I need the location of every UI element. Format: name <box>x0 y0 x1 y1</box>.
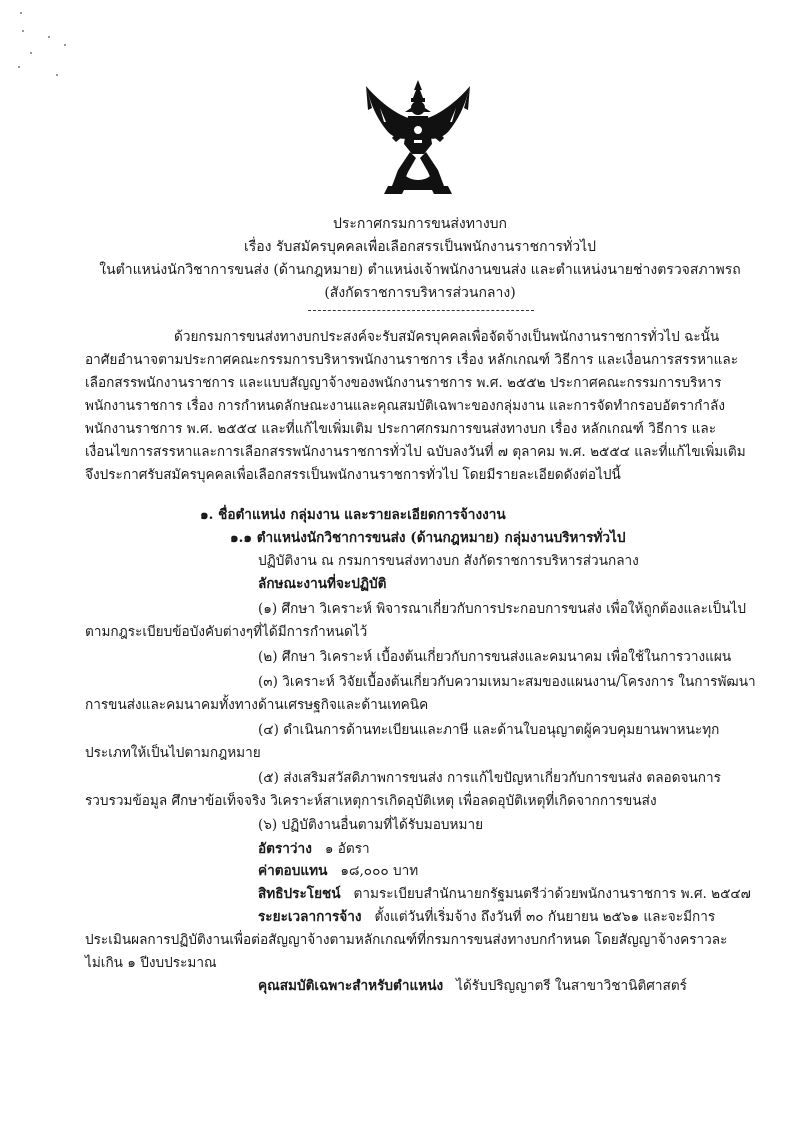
scan-speck <box>20 12 22 14</box>
duties-heading: ลักษณะงานที่จะปฏิบัติ <box>258 576 387 592</box>
period-row <box>258 907 715 927</box>
vacancy-row <box>258 839 370 859</box>
duty-item: (๑) ศึกษา วิเคราะห์ พิจารณาเกี่ยวกับการประกอบการขนส่ง เพื่อให้ถูกต้องและเป็นไป <box>258 601 746 617</box>
scan-speck <box>48 36 50 38</box>
duty-item: (๕) ส่งเสริมสวัสดิภาพการขนส่ง การแก้ไขปัญหาเกี่ยวกับการขนส่ง ตลอดจนการ <box>258 770 721 786</box>
header-divider <box>308 310 534 311</box>
vacancy-label: อัตราว่าง <box>258 841 312 857</box>
period-value: ตั้งแต่วันที่เริ่มจ้าง ถึงวันที่ ๓๐ กันยายน ๒๕๖๑ และจะมีการ <box>374 909 716 925</box>
period-label: ระยะเวลาการจ้าง <box>258 909 362 925</box>
pay-value: ๑๘,๐๐๐ บาท <box>340 863 419 879</box>
duty-item-continuation: ประเภทให้เป็นไปตามกฎหมาย <box>85 745 261 761</box>
preamble-line: เงื่อนไขการสรรหาและการเลือกสรรพนักงานราชการทั่วไป ฉบับลงวันที่ ๗ ตุลาคม พ.ศ. ๒๕๕๔ และที่แก้ไขเพิ่มเติม <box>85 444 746 460</box>
subsection-heading: ๑.๑ ตำแหน่งนักวิชาการขนส่ง (ด้านกฎหมาย) กลุ่มงานบริหารทั่วไป <box>230 530 626 546</box>
scan-speck <box>18 66 20 68</box>
announcement-subject: เรื่อง รับสมัครบุคคลเพื่อเลือกสรรเป็นพนักงานราชการทั่วไป <box>243 239 597 255</box>
scan-speck <box>64 44 66 46</box>
duty-item: (๔) ดำเนินการด้านทะเบียนและภาษี และด้านใบอนุญาตผู้ควบคุมยานพาหนะทุก <box>258 722 720 738</box>
scan-speck <box>56 74 58 76</box>
duty-item: (๖) ปฏิบัติงานอื่นตามที่ได้รับมอบหมาย <box>258 817 484 833</box>
period-continuation: ไม่เกิน ๑ ปีงบประมาณ <box>85 955 217 971</box>
benefits-row <box>258 884 751 904</box>
preamble-line: พนักงานราชการ เรื่อง การกำหนดลักษณะงานและคุณสมบัติเฉพาะของกลุ่มงาน และการจัดทำกรอบอัตรากำลัง <box>85 398 726 414</box>
duty-item: (๒) ศึกษา วิเคราะห์ เบื้องต้นเกี่ยวกับการขนส่งและคมนาคม เพื่อใช้ในการวางแผน <box>258 649 732 665</box>
preamble-line: จึงประกาศรับสมัครบุคคลเพื่อเลือกสรรเป็นพนักงานราชการทั่วไป โดยมีรายละเอียดดังต่อไปนี้ <box>85 467 621 483</box>
duty-item-continuation: ตามกฎระเบียบข้อบังคับต่างๆที่ได้มีการกำหนดไว้ <box>85 624 368 640</box>
benefits-value: ตามระเบียบสำนักนายกรัฐมนตรีว่าด้วยพนักงานราชการ พ.ศ. ๒๕๔๗ <box>353 886 751 902</box>
qualification-label: คุณสมบัติเฉพาะสำหรับตำแหน่ง <box>258 978 444 994</box>
pay-label: ค่าตอบแทน <box>258 863 328 879</box>
scan-speck <box>30 52 32 54</box>
section-heading: ๑. ชื่อตำแหน่ง กลุ่มงาน และรายละเอียดการจ้างงาน <box>200 507 506 523</box>
preamble-line: เลือกสรรพนักงานราชการ และแบบสัญญาจ้างของพนักงานราชการ พ.ศ. ๒๕๕๒ ประกาศคณะกรรมการบริหาร <box>85 375 722 391</box>
vacancy-value: ๑ อัตรา <box>324 841 370 857</box>
announcement-affiliation: (สังกัดราชการบริหารส่วนกลาง) <box>324 285 516 301</box>
duty-item-continuation: การขนส่งและคมนาคมทั้งทางด้านเศรษฐกิจและด้านเทคนิค <box>85 697 429 713</box>
preamble-line: พนักงานราชการ พ.ศ. ๒๕๕๔ และที่แก้ไขเพิ่มเติม ประกาศกรมการขนส่งทางบก เรื่อง หลักเกณฑ์ วิธีการ และ <box>85 421 717 437</box>
preamble-line: ด้วยกรมการขนส่งทางบกประสงค์จะรับสมัครบุคคลเพื่อจัดจ้างเป็นพนักงานราชการทั่วไป ฉะนั้น <box>174 329 720 345</box>
benefits-label: สิทธิประโยชน์ <box>258 886 341 902</box>
scan-speck <box>22 30 24 32</box>
qualification-row <box>258 976 687 996</box>
duty-item-continuation: รวบรวมข้อมูล ศึกษาข้อเท็จจริง วิเคราะห์สาเหตุการเกิดอุบัติเหตุ เพื่อลดอุบัติเหตุที่เกิดจากการขนส่ง <box>85 793 657 809</box>
garuda-emblem-icon <box>362 78 474 196</box>
announcement-title: ประกาศกรมการขนส่งทางบก <box>332 216 508 232</box>
qualification-value: ได้รับปริญญาตรี ในสาขาวิชานิติศาสตร์ <box>456 978 687 994</box>
announcement-positions: ในตำแหน่งนักวิชาการขนส่ง (ด้านกฎหมาย) ตำแหน่งเจ้าพนักงานขนส่ง และตำแหน่งนายช่างตรวจสภาพรถ <box>99 262 741 278</box>
duty-item: (๓) วิเคราะห์ วิจัยเบื้องต้นเกี่ยวกับความเหมาะสมของแผนงาน/โครงการ ในการพัฒนา <box>258 674 756 690</box>
pay-row <box>258 861 418 881</box>
preamble-line: อาศัยอำนาจตามประกาศคณะกรรมการบริหารพนักงานราชการ เรื่อง หลักเกณฑ์ วิธีการ และเงื่อนการสรรหาและ <box>85 352 738 368</box>
workplace-line: ปฏิบัติงาน ณ กรมการขนส่งทางบก สังกัดราชการบริหารส่วนกลาง <box>258 553 639 569</box>
period-continuation: ประเมินผลการปฏิบัติงานเพื่อต่อสัญญาจ้างตามหลักเกณฑ์ที่กรมการขนส่งทางบกกำหนด โดยสัญญาจ้างคราวละ <box>85 932 728 948</box>
